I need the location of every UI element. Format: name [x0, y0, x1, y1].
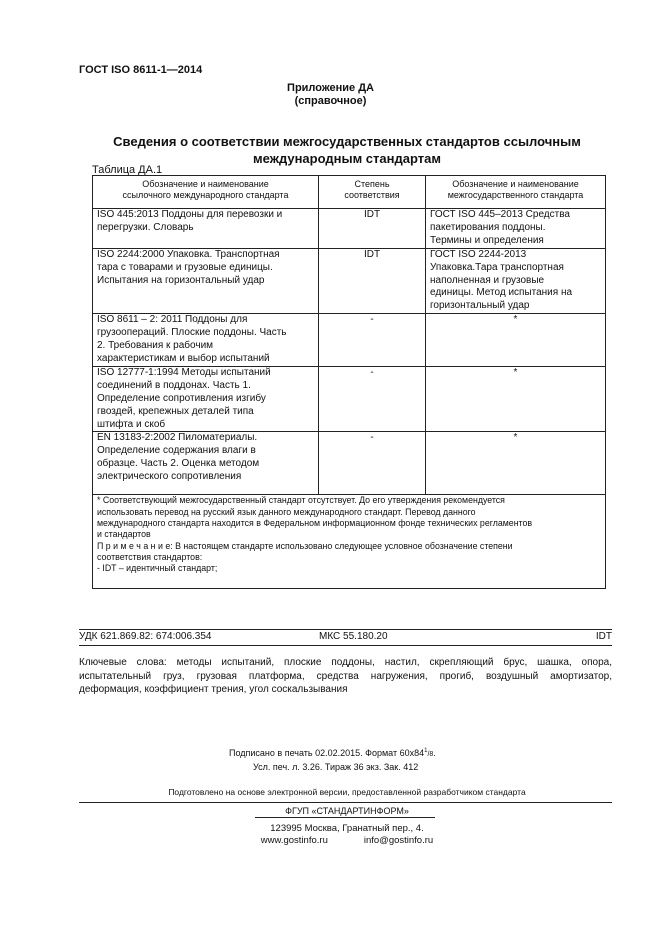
section-title-line2: международным стандартам	[253, 151, 441, 166]
publisher-address	[0, 823, 661, 847]
cell-line: -	[370, 366, 374, 378]
standard-code: ГОСТ ISO 8611-1—2014	[79, 64, 203, 76]
degree-code: IDT	[595, 631, 612, 642]
website-link[interactable]: www.gostinfo.ru	[260, 835, 328, 846]
cell-line: пакетирования поддоны.	[430, 221, 546, 233]
format-sup: 1	[424, 748, 428, 754]
header-interstate	[426, 176, 606, 209]
table-row	[93, 209, 606, 249]
cell-line: тара с товарами и грузовые единицы.	[97, 261, 273, 273]
cell-line: единицы. Метод испытания на	[430, 287, 573, 299]
cell-line: IDT	[363, 248, 381, 260]
table-row	[93, 314, 606, 367]
cell-interstate	[426, 248, 606, 314]
cell-interstate	[426, 209, 606, 249]
keywords-line: Ключевые слова: методы испытаний, плоские поддоны, настил, скрепляющий брус, шашка, опора,	[79, 657, 612, 668]
cell-degree	[319, 248, 426, 314]
cell-line: Испытания на горизонтальный удар	[97, 274, 265, 286]
cell-line: Термины и определения	[430, 234, 544, 246]
cell-line: наполненная и грузовые	[430, 274, 545, 286]
cell-interstate	[426, 314, 606, 367]
address-line: 123995 Москва, Гранатный пер., 4.	[270, 823, 424, 834]
footnote-line: П р и м е ч а н и е: В настоящем стандарте использовано следующее условное обозначение степени	[97, 540, 513, 551]
footnote-line: использовать перевод на русский язык данного международного стандарт. Перевод данного	[97, 506, 476, 517]
udk-code: УДК 621.869.82: 674:006.354	[79, 631, 212, 642]
footnote-line: - IDT – идентичный стандарт;	[97, 563, 218, 574]
cell-line: Определение сопротивления изгибу	[97, 392, 266, 404]
cell-line: образце. Часть 2. Оценка методом	[97, 458, 260, 470]
header-line: межгосударственного стандарта	[447, 190, 584, 200]
email-link[interactable]: info@gostinfo.ru	[363, 835, 434, 846]
header-line: соответствия	[344, 190, 400, 200]
divider	[79, 629, 612, 630]
cell-degree	[319, 209, 426, 249]
keywords	[79, 656, 612, 697]
cell-line: Определение содержания влаги в	[97, 445, 256, 457]
keywords-line: испытательный груз, грузовая платформа, средства нагружения, прогиб, воздушный амортизатор,	[79, 670, 612, 682]
table-footnote-row	[93, 495, 606, 589]
signed-line	[229, 745, 436, 761]
cell-line: *	[513, 314, 518, 326]
cell-international	[93, 432, 319, 495]
cell-line: *	[513, 366, 518, 378]
table-footnote	[93, 495, 606, 589]
footnote-line: * Соответствующий межгосударственный стандарт отсутствует. До его утверждения рекомендуется	[97, 495, 505, 506]
cell-line: грузооперaций. Плоские поддоны. Часть	[97, 327, 287, 339]
cell-line: ГОСТ ISO 2244-2013	[430, 248, 527, 260]
footnote-line: и стандартов	[97, 529, 151, 540]
table-row	[93, 366, 606, 432]
cell-line: гвоздей, крепежных деталей типа	[97, 405, 254, 417]
header-line: Обозначение и наименование	[142, 179, 269, 189]
publisher: ФГУП «СТАНДАРТИНФОРМ»	[285, 806, 409, 816]
header-international	[93, 176, 319, 209]
header-line: ссылочного международного стандарта	[122, 190, 289, 200]
table-label: Таблица ДА.1	[92, 164, 163, 176]
print-info: Усл. печ. л. 3.26. Тираж 36 экз. Зак. 412	[253, 762, 419, 772]
format-sub: /8	[427, 751, 434, 758]
cell-international	[93, 366, 319, 432]
imprint-signed	[229, 745, 436, 774]
cell-line: IDT	[363, 209, 381, 220]
cell-degree	[319, 314, 426, 367]
cell-line: ISO 12777-1:1994 Методы испытаний	[97, 366, 271, 378]
section-title-line1: Сведения о соответствии межгосударственных стандартов ссылочным	[113, 134, 581, 149]
cell-line: EN 13183-2:2002 Пиломатериалы.	[97, 432, 258, 444]
footnote-line: соответствия стандартов:	[97, 551, 203, 562]
cell-line: -	[370, 432, 374, 444]
cell-interstate	[426, 432, 606, 495]
cell-interstate	[426, 366, 606, 432]
cell-international	[93, 248, 319, 314]
keywords-line: деформация, коэффициент трения, угол соскальзывания	[79, 684, 348, 695]
cell-line: характеристикам и выбор испытаний	[97, 352, 270, 364]
divider	[79, 645, 612, 646]
cell-degree	[319, 432, 426, 495]
cell-line: горизонтальный удар	[430, 300, 530, 312]
cell-line: ISO 8611 – 2: 2011 Поддоны для	[97, 314, 248, 326]
cell-line: соединений в поддонах. Часть 1.	[97, 379, 251, 391]
table-row	[93, 432, 606, 495]
cell-line: ГОСТ ISO 445–2013 Средства	[430, 209, 570, 220]
cell-line: 2. Требования к рабочим	[97, 340, 214, 352]
header-line: Обозначение и наименование	[452, 179, 579, 189]
cell-international	[93, 314, 319, 367]
cell-line: Упаковка.Тара транспортная	[430, 261, 564, 273]
table-header-row	[93, 176, 606, 209]
cell-degree	[319, 366, 426, 432]
mks-code: МКС 55.180.20	[319, 631, 388, 642]
footnote-line: международного стандарта находится в Федеральном информационном фонде технических регламентов	[97, 518, 533, 528]
header-line: Степень	[354, 179, 390, 189]
cell-line: ISO 2244:2000 Упаковка. Транспортная	[97, 248, 280, 260]
header-degree	[319, 176, 426, 209]
cell-line: *	[513, 432, 518, 444]
cell-line: ISO 445:2013 Поддоны для перевозки и	[97, 209, 283, 220]
cell-international	[93, 209, 319, 249]
correspondence-table	[92, 175, 606, 589]
annex-subtitle: (справочное)	[294, 95, 367, 107]
divider	[255, 817, 435, 818]
divider	[79, 802, 612, 803]
cell-line: электрического сопротивления	[97, 471, 242, 483]
format-end: .	[433, 748, 436, 758]
table-row	[93, 248, 606, 314]
signed-text: Подписано в печать 02.02.2015. Формат 60x84	[229, 748, 425, 758]
annex-heading	[0, 82, 661, 108]
contact-line	[0, 835, 661, 847]
cell-line: штифта и скоб	[97, 418, 166, 430]
cell-line: -	[370, 314, 374, 326]
annex-title: Приложение ДА	[287, 82, 374, 94]
prepared-note: Подготовлено на основе электронной версии, предоставленной разработчиком стандарта	[168, 787, 526, 797]
bibliographic-line	[79, 631, 612, 645]
section-title	[0, 133, 661, 167]
cell-line: перегрузки. Словарь	[97, 221, 194, 233]
